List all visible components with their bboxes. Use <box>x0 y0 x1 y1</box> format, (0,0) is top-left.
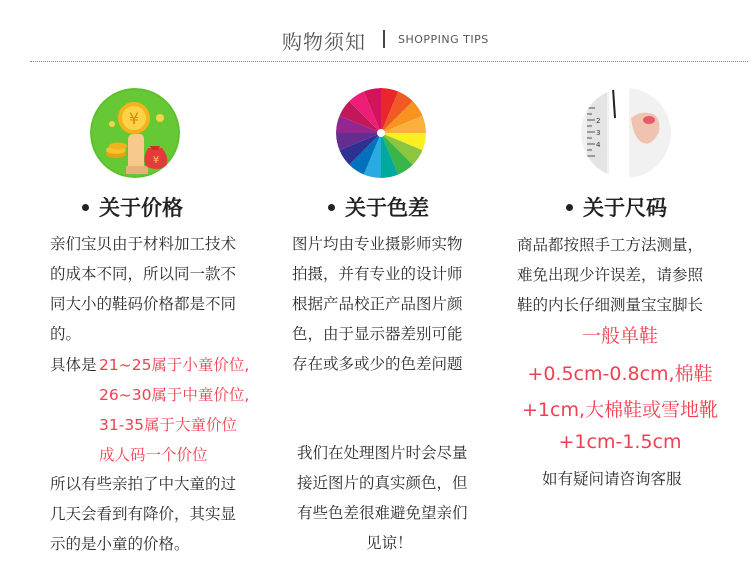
header-divider <box>30 61 748 62</box>
size-red-line: 一般单鞋 <box>581 325 658 347</box>
svg-text:¥: ¥ <box>128 109 140 128</box>
color-heading <box>328 192 429 222</box>
color-para1-line: 根据产品校正产品图片颜 <box>292 295 463 313</box>
color-title: 关于色差 <box>345 196 429 220</box>
header-title-cn: 购物须知 <box>282 30 366 54</box>
price-para1-line: 同大小的鞋码价格都是不同 <box>50 295 237 313</box>
price-para2-line: 示的是小童的价格。 <box>50 535 190 553</box>
price-detail-label: 具体是 <box>50 356 97 374</box>
price-para1-line: 的成本不同，所以同一款不 <box>50 265 237 283</box>
price-title: 关于价格 <box>99 196 183 220</box>
size-red-line: +1cm-1.5cm <box>558 431 682 453</box>
bullet-icon <box>82 204 89 211</box>
color-wheel-icon <box>336 88 426 178</box>
size-red-line: +1cm,大棉鞋或雪地靴 <box>521 399 718 421</box>
price-detail-line: 成人码一个价位 <box>99 446 208 464</box>
size-heading <box>566 192 667 222</box>
price-detail-line: 21~25属于小童价位, <box>99 356 250 374</box>
svg-text:¥: ¥ <box>152 155 160 166</box>
size-para1-line: 商品都按照手工方法测量， <box>517 236 704 254</box>
color-para2-line: 有些色差很难避免望亲们 <box>297 504 468 522</box>
price-para2-line: 几天会看到有降价，其实显 <box>50 505 237 523</box>
money-bag-icon <box>90 88 180 178</box>
price-heading <box>82 192 183 222</box>
color-para1-line: 图片均由专业摄影师实物 <box>292 235 463 253</box>
ruler-measure-icon <box>581 88 671 178</box>
size-para1-line: 难免出现少许误差，请参照 <box>517 266 704 284</box>
color-para1-line: 拍摄，并有专业的设计师 <box>292 265 463 283</box>
color-para2-line: 接近图片的真实颜色，但 <box>297 474 468 492</box>
header-title-en: SHOPPING TIPS <box>398 33 489 46</box>
price-detail-line: 31-35属于大童价位 <box>99 416 238 434</box>
svg-text:2: 2 <box>596 117 601 125</box>
size-title: 关于尺码 <box>583 196 667 220</box>
price-para1-line: 的。 <box>50 325 82 343</box>
color-para1-line: 色，由于显示器差别可能 <box>292 325 463 343</box>
shopping-tips-header <box>0 20 750 60</box>
color-para1-line: 存在或多或少的色差问题 <box>292 355 463 373</box>
svg-text:4: 4 <box>596 141 601 149</box>
header-separator <box>383 30 385 48</box>
price-para2-line: 所以有些亲拍了中大童的过 <box>50 475 237 493</box>
color-para2-line: 见谅！ <box>366 534 413 552</box>
bullet-icon <box>566 204 573 211</box>
bullet-icon <box>328 204 335 211</box>
color-para2-line: 我们在处理图片时会尽量 <box>297 444 468 462</box>
price-para1-line: 亲们宝贝由于材料加工技术 <box>50 235 237 253</box>
price-detail-line: 26~30属于中童价位, <box>99 386 250 404</box>
size-red-line: +0.5cm-0.8cm,棉鞋 <box>527 363 713 385</box>
size-footer: 如有疑问请咨询客服 <box>542 470 682 488</box>
svg-text:3: 3 <box>596 129 601 137</box>
size-para1-line: 鞋的内长仔细测量宝宝脚长 <box>517 296 704 314</box>
